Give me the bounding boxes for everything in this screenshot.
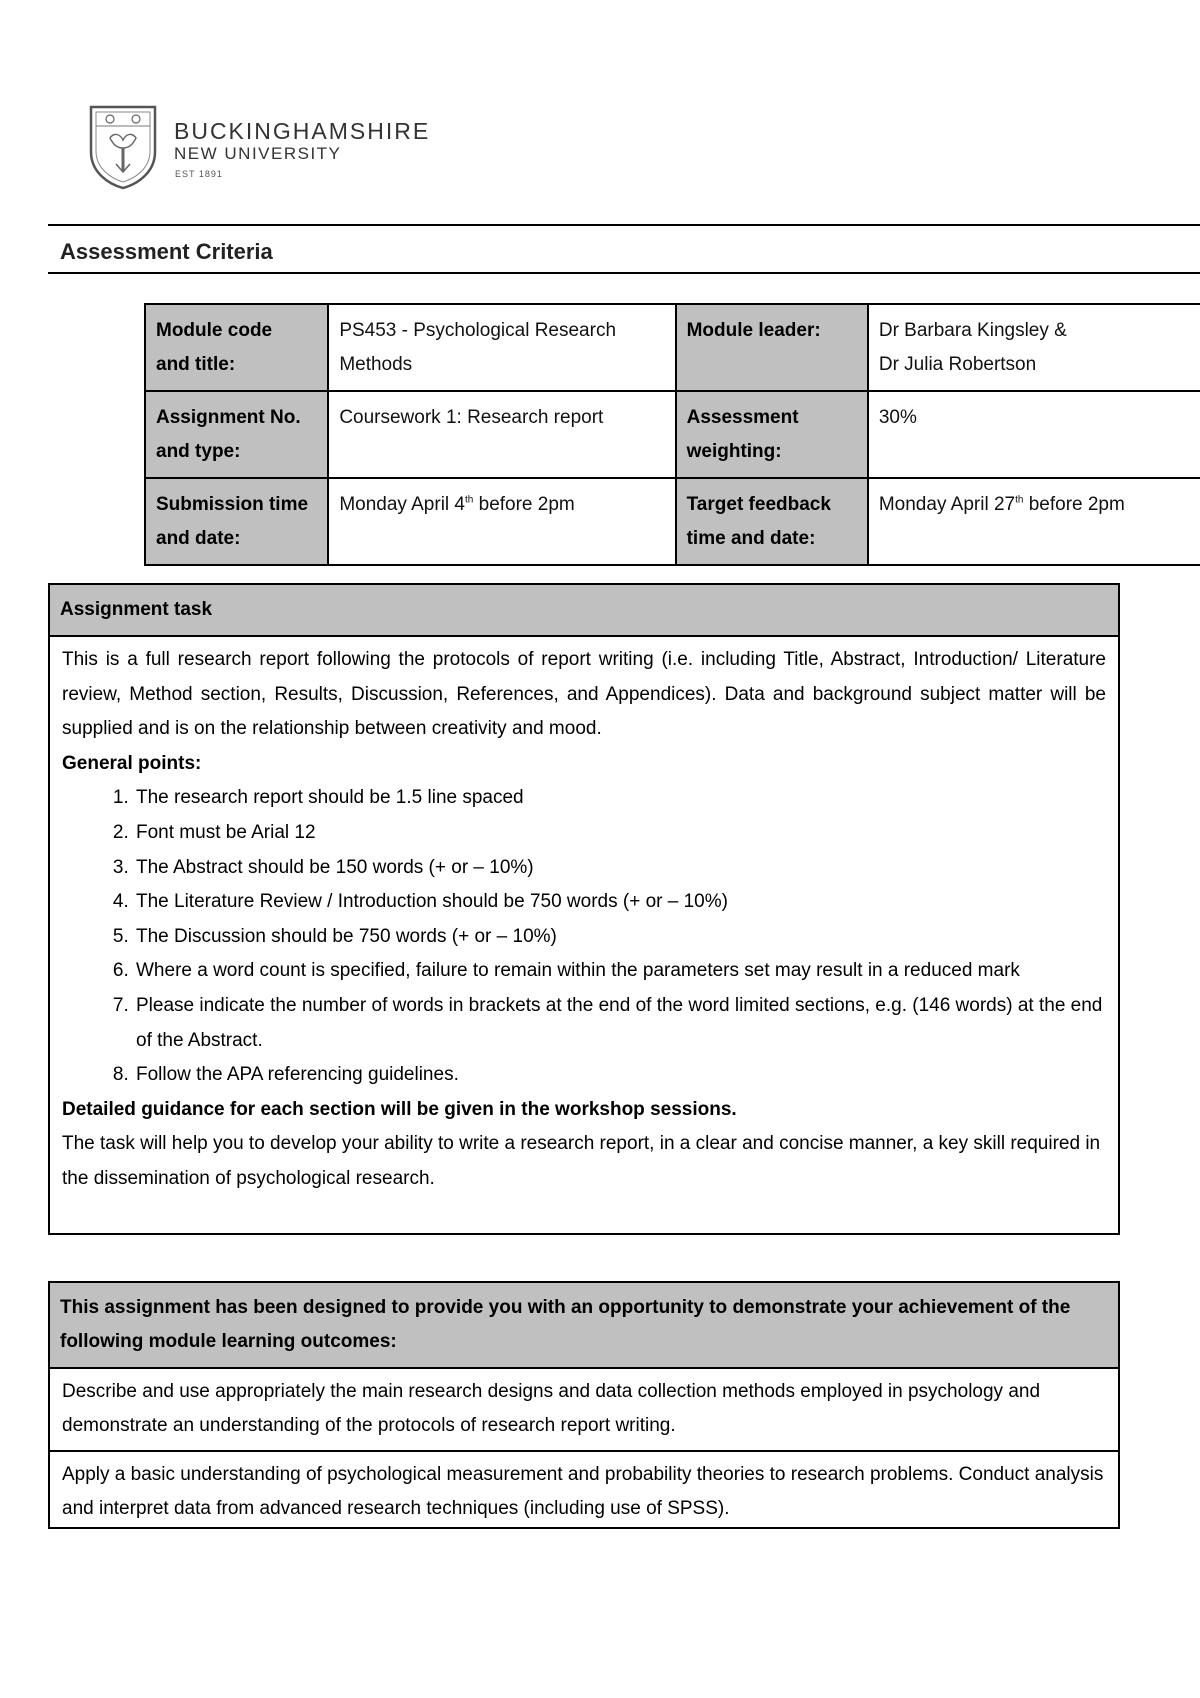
learning-outcome-item: Apply a basic understanding of psychological measurement and probability theories to research problems. Conduct analysis and interpret data from advanced research techniques (including use of SPSS). <box>50 1450 1118 1533</box>
assignment-value: Coursework 1: Research report <box>328 391 675 478</box>
university-crest-icon <box>88 104 158 190</box>
logo-name: BUCKINGHAMSHIRE <box>174 118 431 144</box>
list-item: 7. Please indicate the number of words in brackets at the end of the word limited sections, e.g. (146 words) at the end of the Abstract. <box>134 989 1106 1058</box>
list-item: 1. The research report should be 1.5 line spaced <box>134 781 1106 816</box>
submission-value: Monday April 4th before 2pm <box>328 478 675 565</box>
list-item: 8. Follow the APA referencing guidelines. <box>134 1058 1106 1093</box>
title-band <box>48 224 1200 274</box>
logo-subtitle: NEW UNIVERSITY <box>174 144 342 163</box>
weighting-value: 30% <box>868 391 1200 478</box>
task-intro: This is a full research report following the protocols of report writing (i.e. including Title, Abstract, Introduction/ Literature review, Method section, Results, Discussion, References, and Appendices). Data and background subject matter will be supplied and is on the relationship between creativity and mood. <box>62 649 1106 740</box>
logo-established: EST 1891 <box>175 169 223 179</box>
module-info-table <box>144 303 1200 566</box>
guidance-note: Detailed guidance for each section will be given in the workshop sessions. <box>62 1098 737 1120</box>
module-code-value: PS453 - Psychological Research Methods <box>328 304 675 391</box>
feedback-label: Target feedback time and date: <box>676 478 868 565</box>
assignment-task-box <box>48 583 1120 1235</box>
assignment-task-heading: Assignment task <box>50 585 1118 637</box>
general-points-label: General points: <box>62 752 202 774</box>
list-item: 3. The Abstract should be 150 words (+ or – 10%) <box>134 851 1106 886</box>
table-row <box>145 478 1200 565</box>
list-item: 4. The Literature Review / Introduction should be 750 words (+ or – 10%) <box>134 885 1106 920</box>
list-item: 6. Where a word count is specified, failure to remain within the parameters set may result in a reduced mark <box>134 954 1106 989</box>
module-leader-value: Dr Barbara Kingsley & Dr Julia Robertson <box>868 304 1200 391</box>
table-row <box>145 391 1200 478</box>
task-closing: The task will help you to develop your ability to write a research report, in a clear and concise manner, a key skill required in the dissemination of psychological research. <box>62 1133 1101 1189</box>
list-item: 2. Font must be Arial 12 <box>134 816 1106 851</box>
page-title: Assessment Criteria <box>60 239 273 264</box>
general-points-list <box>62 781 1106 1092</box>
university-logo <box>88 104 431 196</box>
table-row <box>145 304 1200 391</box>
feedback-value: Monday April 27th before 2pm <box>868 478 1200 565</box>
learning-outcomes-box <box>48 1281 1120 1529</box>
submission-label: Submission time and date: <box>145 478 328 565</box>
learning-outcomes-heading: This assignment has been designed to provide you with an opportunity to demonstrate your achievement of the following module learning outcomes: <box>50 1283 1118 1369</box>
module-code-label: Module code and title: <box>145 304 328 391</box>
module-leader-label: Module leader: <box>676 304 868 391</box>
assignment-label: Assignment No. and type: <box>145 391 328 478</box>
weighting-label: Assessment weighting: <box>676 391 868 478</box>
list-item: 5. The Discussion should be 750 words (+ or – 10%) <box>134 920 1106 955</box>
learning-outcome-item: Describe and use appropriately the main research designs and data collection methods employed in psychology and demonstrate an understanding of the protocols of research report writing. <box>62 1381 1041 1436</box>
